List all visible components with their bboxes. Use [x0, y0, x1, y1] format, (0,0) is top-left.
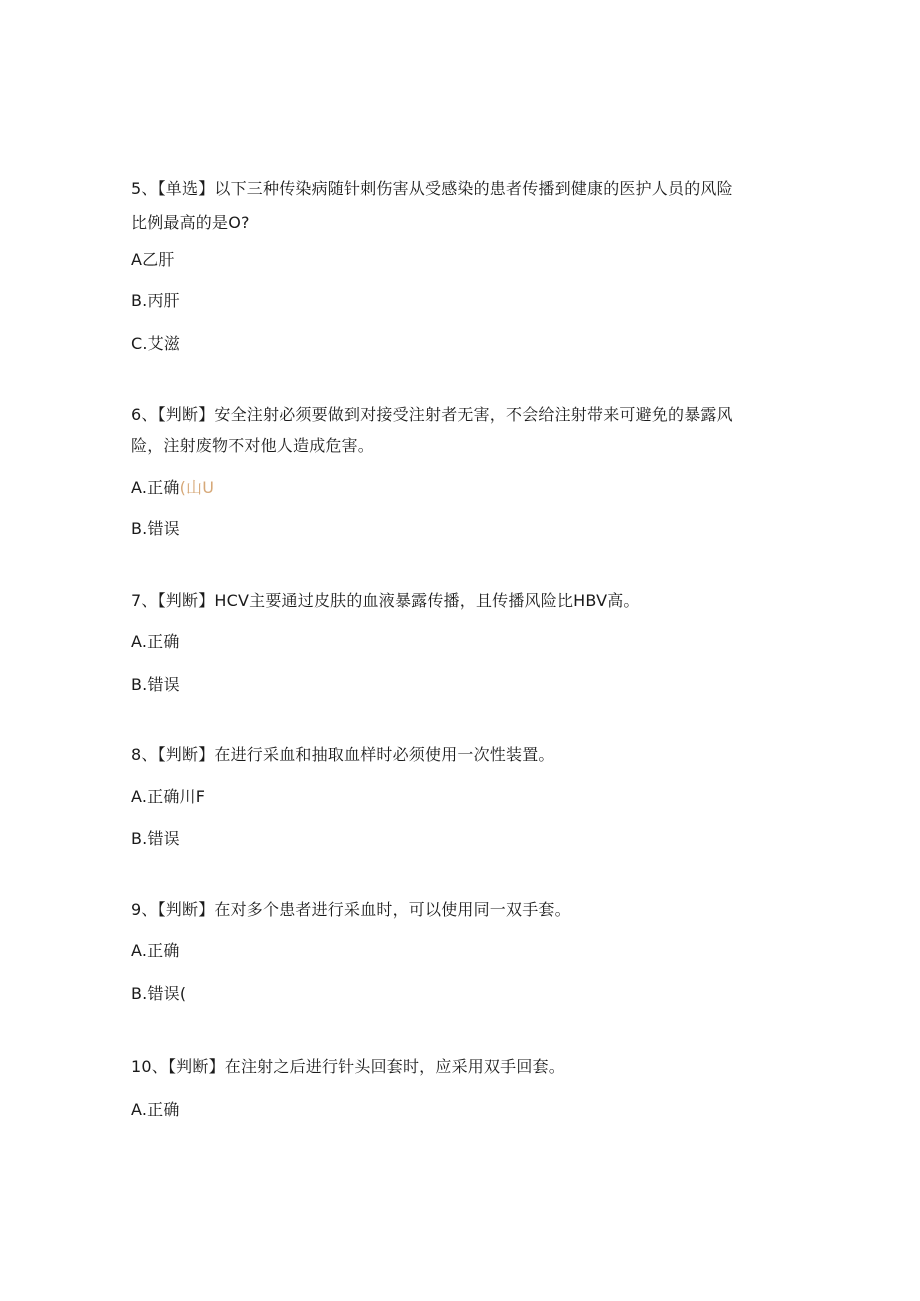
question-6-option-b: B.错误	[131, 519, 180, 538]
question-6-stem-line-1: 6、【判断】安全注射必须要做到对接受注射者无害，不会给注射带来可避免的暴露风	[131, 405, 733, 424]
question-5-option-b: B.丙肝	[131, 291, 180, 310]
question-5-stem-line-2: 比例最高的是O?	[131, 213, 250, 232]
question-10-stem-line-1: 10、【判断】在注射之后进行针头回套时，应采用双手回套。	[131, 1057, 565, 1076]
question-8-option-a: A.正确川F	[131, 787, 206, 806]
question-5-stem-line-1: 5、【单选】以下三种传染病随针刺伤害从受感染的患者传播到健康的医护人员的风险	[131, 179, 733, 198]
question-8-option-b: B.错误	[131, 829, 180, 848]
question-6-stem-line-2: 险，注射废物不对他人造成危害。	[131, 436, 375, 455]
question-7-option-b: B.错误	[131, 675, 180, 694]
question-8-stem-line-1: 8、【判断】在进行采血和抽取血样时必须使用一次性装置。	[131, 745, 555, 764]
question-9-option-a: A.正确	[131, 941, 180, 960]
question-6-option-a-mark: (山U	[179, 478, 215, 497]
question-5-option-c: C.艾滋	[131, 334, 181, 353]
question-5-option-a: A乙肝	[131, 250, 175, 269]
question-7-option-a: A.正确	[131, 632, 180, 651]
question-6-option-a: A.正确(山U	[131, 478, 215, 497]
question-9-stem-line-1: 9、【判断】在对多个患者进行采血时，可以使用同一双手套。	[131, 900, 571, 919]
question-9-option-b: B.错误(	[131, 984, 187, 1003]
question-10-option-a: A.正确	[131, 1100, 180, 1119]
question-7-stem-line-1: 7、【判断】HCV主要通过皮肤的血液暴露传播，且传播风险比HBV高。	[131, 591, 640, 610]
